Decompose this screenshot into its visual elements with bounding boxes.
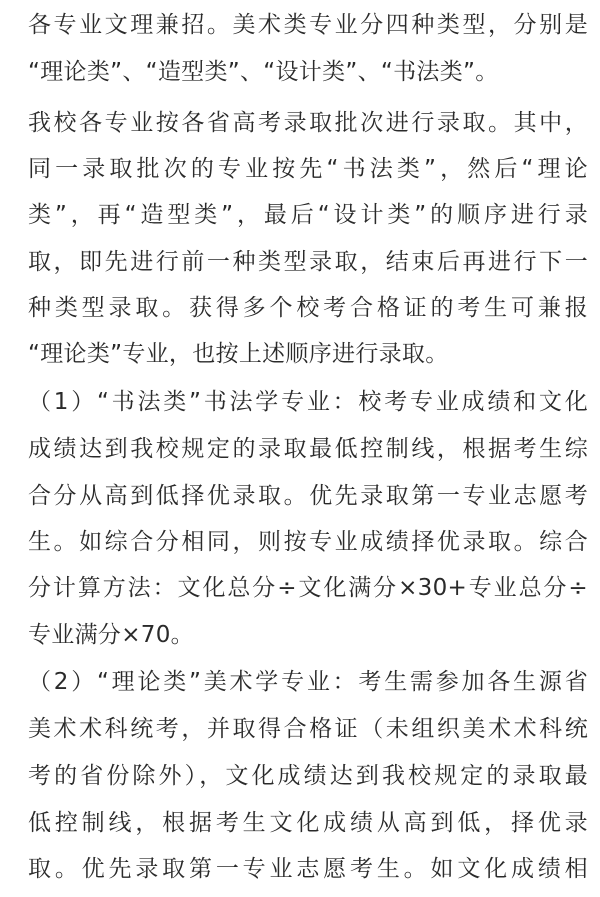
text-line: 分计算方法：文化总分÷文化满分×30+专业总分÷ (28, 575, 588, 601)
text-line: 成绩达到我校规定的录取最低控制线，根据考生综 (28, 436, 588, 462)
text-line: 我校各专业按各省高考录取批次进行录取。其中， (28, 110, 588, 136)
text-line: 同一录取批次的专业按先“书法类”，然后“理论 (28, 156, 588, 182)
text-line: 取，即先进行前一种类型录取，结束后再进行下一 (28, 249, 588, 275)
text-line: 低控制线，根据考生文化成绩从高到低，择优录 (28, 810, 588, 836)
text-line: 取。优先录取第一专业志愿考生。如文化成绩相 (28, 856, 588, 882)
text-line: 生。如综合分相同，则按专业成绩择优录取。综合 (28, 529, 588, 555)
text-line: “理论类”、“造型类”、“设计类”、“书法类”。 (28, 59, 499, 85)
text-line: “理论类”专业，也按上述顺序进行录取。 (28, 341, 449, 367)
text-line: 种类型录取。获得多个校考合格证的考生可兼报 (28, 295, 588, 321)
text-line: （2）“理论类”美术学专业：考生需参加各生源省 (28, 669, 588, 695)
text-line: （1）“书法类”书法学专业：校考专业成绩和文化 (28, 389, 588, 415)
text-line: 专业满分×70。 (28, 622, 194, 648)
text-line: 各专业文理兼招。美术类专业分四种类型，分别是 (28, 12, 588, 38)
text-line: 类”，再“造型类”，最后“设计类”的顺序进行录 (28, 202, 588, 228)
text-line: 美术术科统考，并取得合格证（未组织美术术科统 (28, 716, 588, 742)
text-line: 考的省份除外），文化成绩达到我校规定的录取最 (28, 763, 588, 789)
text-line: 合分从高到低择优录取。优先录取第一专业志愿考 (28, 483, 588, 509)
